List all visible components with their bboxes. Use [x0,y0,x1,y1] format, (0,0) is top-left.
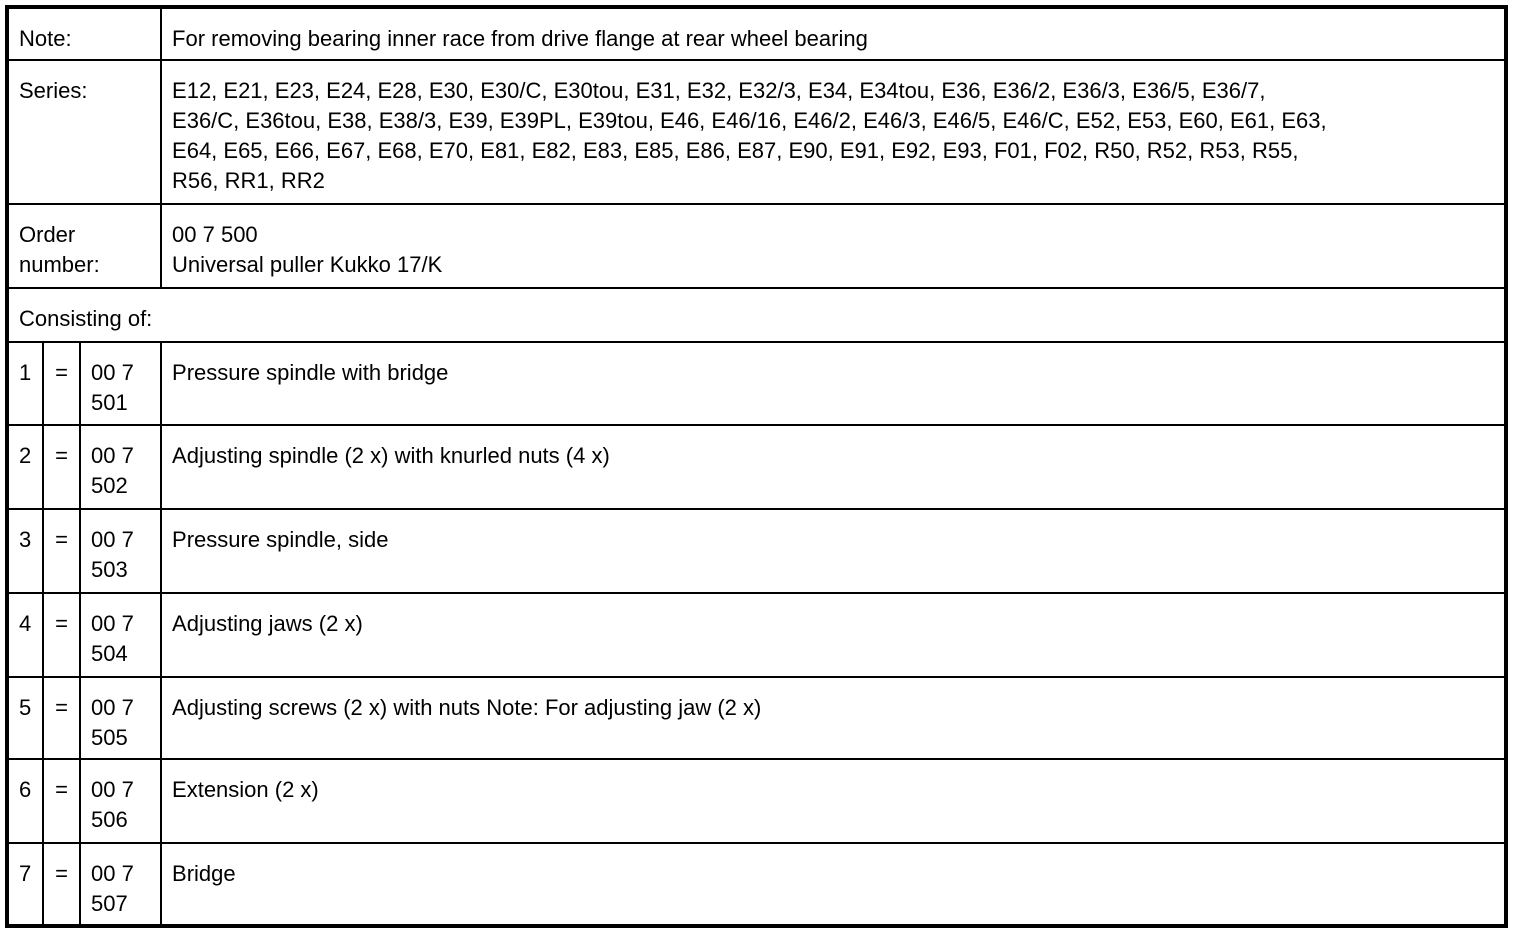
part-number [80,509,161,593]
part-row [7,759,1506,843]
part-index: 4 [7,593,43,677]
series-line: E36/C, E36tou, E38, E38/3, E39, E39PL, E39tou, E46, E46/16, E46/2, E46/3, E46/5, E46/C, E52, E53, E60, E61, E63, [172,108,1327,133]
part-index: 3 [7,509,43,593]
part-row [7,425,1506,509]
part-number [80,593,161,677]
part-description: Pressure spindle with bridge [161,342,1506,425]
order-label-line: number: [19,252,100,277]
part-row [7,593,1506,677]
part-index: 5 [7,677,43,759]
series-label: Series: [7,60,161,204]
consisting-row [7,288,1506,342]
part-index: 7 [7,843,43,926]
part-number-line: 00 7 [91,611,134,636]
series-row [7,60,1506,204]
part-number-line: 00 7 [91,695,134,720]
part-index: 6 [7,759,43,843]
part-number-line: 501 [91,390,128,415]
part-description: Pressure spindle, side [161,509,1506,593]
part-description: Adjusting spindle (2 x) with knurled nuts (4 x) [161,425,1506,509]
part-number-line: 505 [91,725,128,750]
part-number-line: 00 7 [91,861,134,886]
order-label [7,204,161,288]
series-line: R56, RR1, RR2 [172,168,325,193]
part-separator: = [43,342,80,425]
series-line: E12, E21, E23, E24, E28, E30, E30/C, E30tou, E31, E32, E32/3, E34, E34tou, E36, E36/2, E36/3, E36/5, E36/7, [172,78,1266,103]
part-row [7,843,1506,926]
order-label-line: Order [19,222,76,247]
part-separator: = [43,843,80,926]
part-number [80,342,161,425]
part-number [80,677,161,759]
part-description: Adjusting jaws (2 x) [161,593,1506,677]
part-description: Adjusting screws (2 x) with nuts Note: For adjusting jaw (2 x) [161,677,1506,759]
part-number-line: 506 [91,807,128,832]
part-separator: = [43,509,80,593]
part-number [80,425,161,509]
tool-spec-table [5,5,1508,928]
part-row [7,677,1506,759]
part-separator: = [43,425,80,509]
part-index: 1 [7,342,43,425]
part-number-line: 00 7 [91,527,134,552]
part-separator: = [43,677,80,759]
consisting-label: Consisting of: [7,288,1506,342]
series-value [161,60,1506,204]
part-number-line: 504 [91,641,128,666]
part-number [80,759,161,843]
part-description: Bridge [161,843,1506,926]
order-row [7,204,1506,288]
order-number: 00 7 500 [172,222,258,247]
part-index: 2 [7,425,43,509]
order-value [161,204,1506,288]
part-row [7,342,1506,425]
part-number-line: 00 7 [91,443,134,468]
part-number-line: 00 7 [91,777,134,802]
part-number-line: 00 7 [91,360,134,385]
part-separator: = [43,593,80,677]
part-separator: = [43,759,80,843]
part-number-line: 503 [91,557,128,582]
part-number [80,843,161,926]
order-tool-name: Universal puller Kukko 17/K [172,252,443,277]
note-label: Note: [7,7,161,60]
part-description: Extension (2 x) [161,759,1506,843]
note-row [7,7,1506,60]
part-number-line: 507 [91,891,128,916]
part-row [7,509,1506,593]
series-line: E64, E65, E66, E67, E68, E70, E81, E82, E83, E85, E86, E87, E90, E91, E92, E93, F01, F02, R50, R52, R53, R55, [172,138,1299,163]
note-value: For removing bearing inner race from drive flange at rear wheel bearing [161,7,1506,60]
part-number-line: 502 [91,473,128,498]
